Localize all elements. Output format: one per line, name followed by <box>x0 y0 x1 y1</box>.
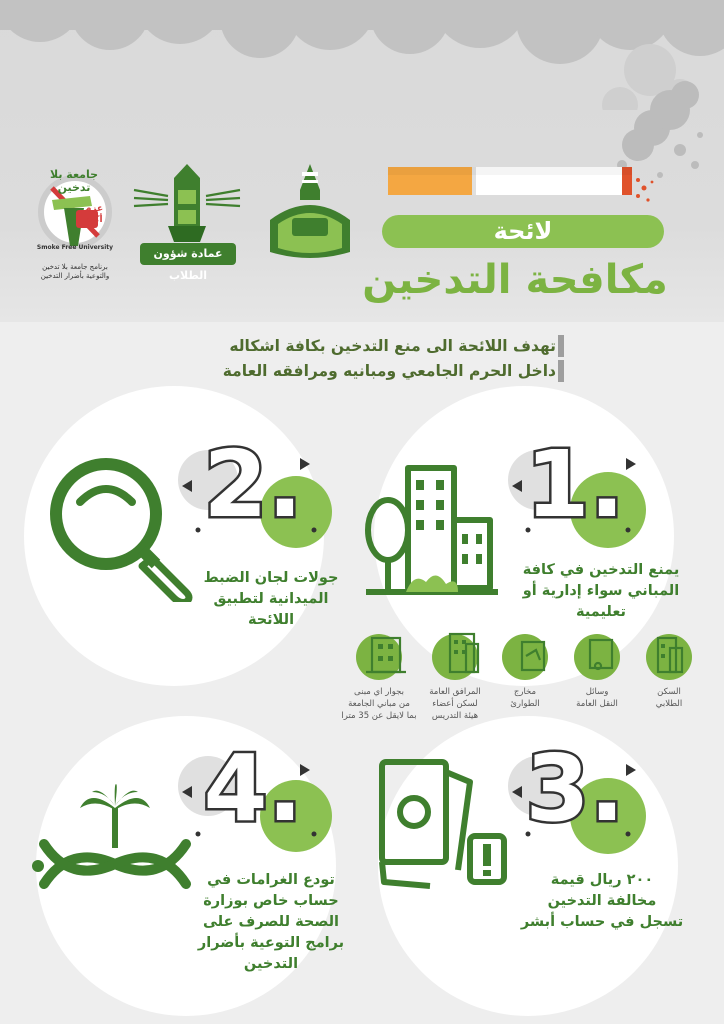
place-transport-line-2: النقل العامة <box>576 699 618 709</box>
sfu-english: Smoke Free University <box>36 244 114 251</box>
ministry-of-health-logo <box>30 784 200 894</box>
place-label-nearby <box>336 686 422 722</box>
place-label-faculty <box>418 686 492 722</box>
item-text-1 <box>506 560 696 623</box>
place-label-emergency <box>488 686 562 710</box>
sfu-name: جامعة بلا تدخين <box>49 168 99 194</box>
item-2-line-3: اللائحة <box>247 612 295 628</box>
places-icons-overlay <box>350 626 700 686</box>
item-3-line-1: ٢٠٠ ريال قيمة <box>550 872 654 888</box>
goal-divider-2 <box>558 360 564 382</box>
goal-line-2: داخل الحرم الجامعي ومبانيه ومرافقه العامة <box>222 362 556 380</box>
goal-divider-1 <box>558 335 564 357</box>
goal-statement <box>180 334 556 384</box>
item-4-line-4: برامج التوعية بأضرار <box>197 935 345 951</box>
item-2-line-2: الميدانية لتطبيق <box>213 591 329 607</box>
cigarette-icon <box>388 163 634 199</box>
item-4-line-5: التدخين <box>243 956 299 972</box>
place-faculty-line-1: المرافق العامة <box>429 687 481 697</box>
goal-line-1: تهدف اللائحة الى منع التدخين بكافة اشكاله <box>229 337 556 355</box>
item-3-line-3: تسجل في حساب أبشر <box>520 914 684 930</box>
item-number-2: 2. <box>203 431 303 538</box>
item-number-3: 3. <box>525 735 625 842</box>
place-emergency-line-1: مخارج <box>513 687 537 697</box>
place-label-transport <box>560 686 634 710</box>
deanship-logo-label: عمادة شؤون الطلاب <box>140 243 236 265</box>
title-main: مكافحة التدخين <box>362 257 668 303</box>
item-4-line-3: الصحة للصرف على <box>202 914 340 930</box>
item-number-4: 4. <box>203 735 303 842</box>
item-4-line-1: تودع الغرامات في <box>207 872 335 888</box>
item-2-line-1: جولات لجان الضبط <box>203 570 339 586</box>
item-4-line-2: حساب خاص بوزارة <box>203 893 339 909</box>
kau-logo <box>262 160 358 268</box>
place-nearby-line-3: بما لايقل عن 35 مترا <box>341 711 417 721</box>
place-nearby-line-2: من مباني الجامعة <box>348 699 410 709</box>
place-dorm-line-1: السكن <box>657 687 681 697</box>
item-text-4 <box>186 870 356 975</box>
item-1-line-3: تعليمية <box>576 604 626 620</box>
item-number-1: 1. <box>525 431 625 538</box>
title-small: لائحة <box>382 215 664 248</box>
place-transport-line-1: وسائل <box>585 687 609 697</box>
header-banner <box>0 0 724 322</box>
sfu-line1: برنامج جامعة بلا تدخين <box>42 263 108 271</box>
place-label-dorm <box>632 686 706 710</box>
item-1-line-1: يمنع التدخين في كافة <box>522 562 680 578</box>
place-faculty-line-2: لسكن أعضاء <box>432 699 478 709</box>
item-text-2 <box>196 568 346 631</box>
place-faculty-line-3: هيئة التدريس <box>431 711 479 721</box>
sfu-line2: والتوعية بأضرار التدخين <box>40 272 110 280</box>
item-text-3 <box>512 870 692 933</box>
item-1-line-2: المباني سواء إدارية أو <box>522 583 680 599</box>
sfu-subtitle <box>30 263 120 281</box>
item-3-line-2: مخالفة التدخين <box>547 893 657 909</box>
ember-icon <box>630 168 670 208</box>
buildings-icon <box>362 460 502 600</box>
magnifier-icon <box>40 452 200 602</box>
money-hand-icon <box>374 752 514 892</box>
place-emergency-line-2: الطوارئ <box>510 699 540 709</box>
place-dorm-line-2: الطلابي <box>655 699 683 709</box>
sfu-badge: عزم أكيد <box>84 204 104 225</box>
place-nearby-line-1: بجوار اي مبنى <box>354 687 404 697</box>
